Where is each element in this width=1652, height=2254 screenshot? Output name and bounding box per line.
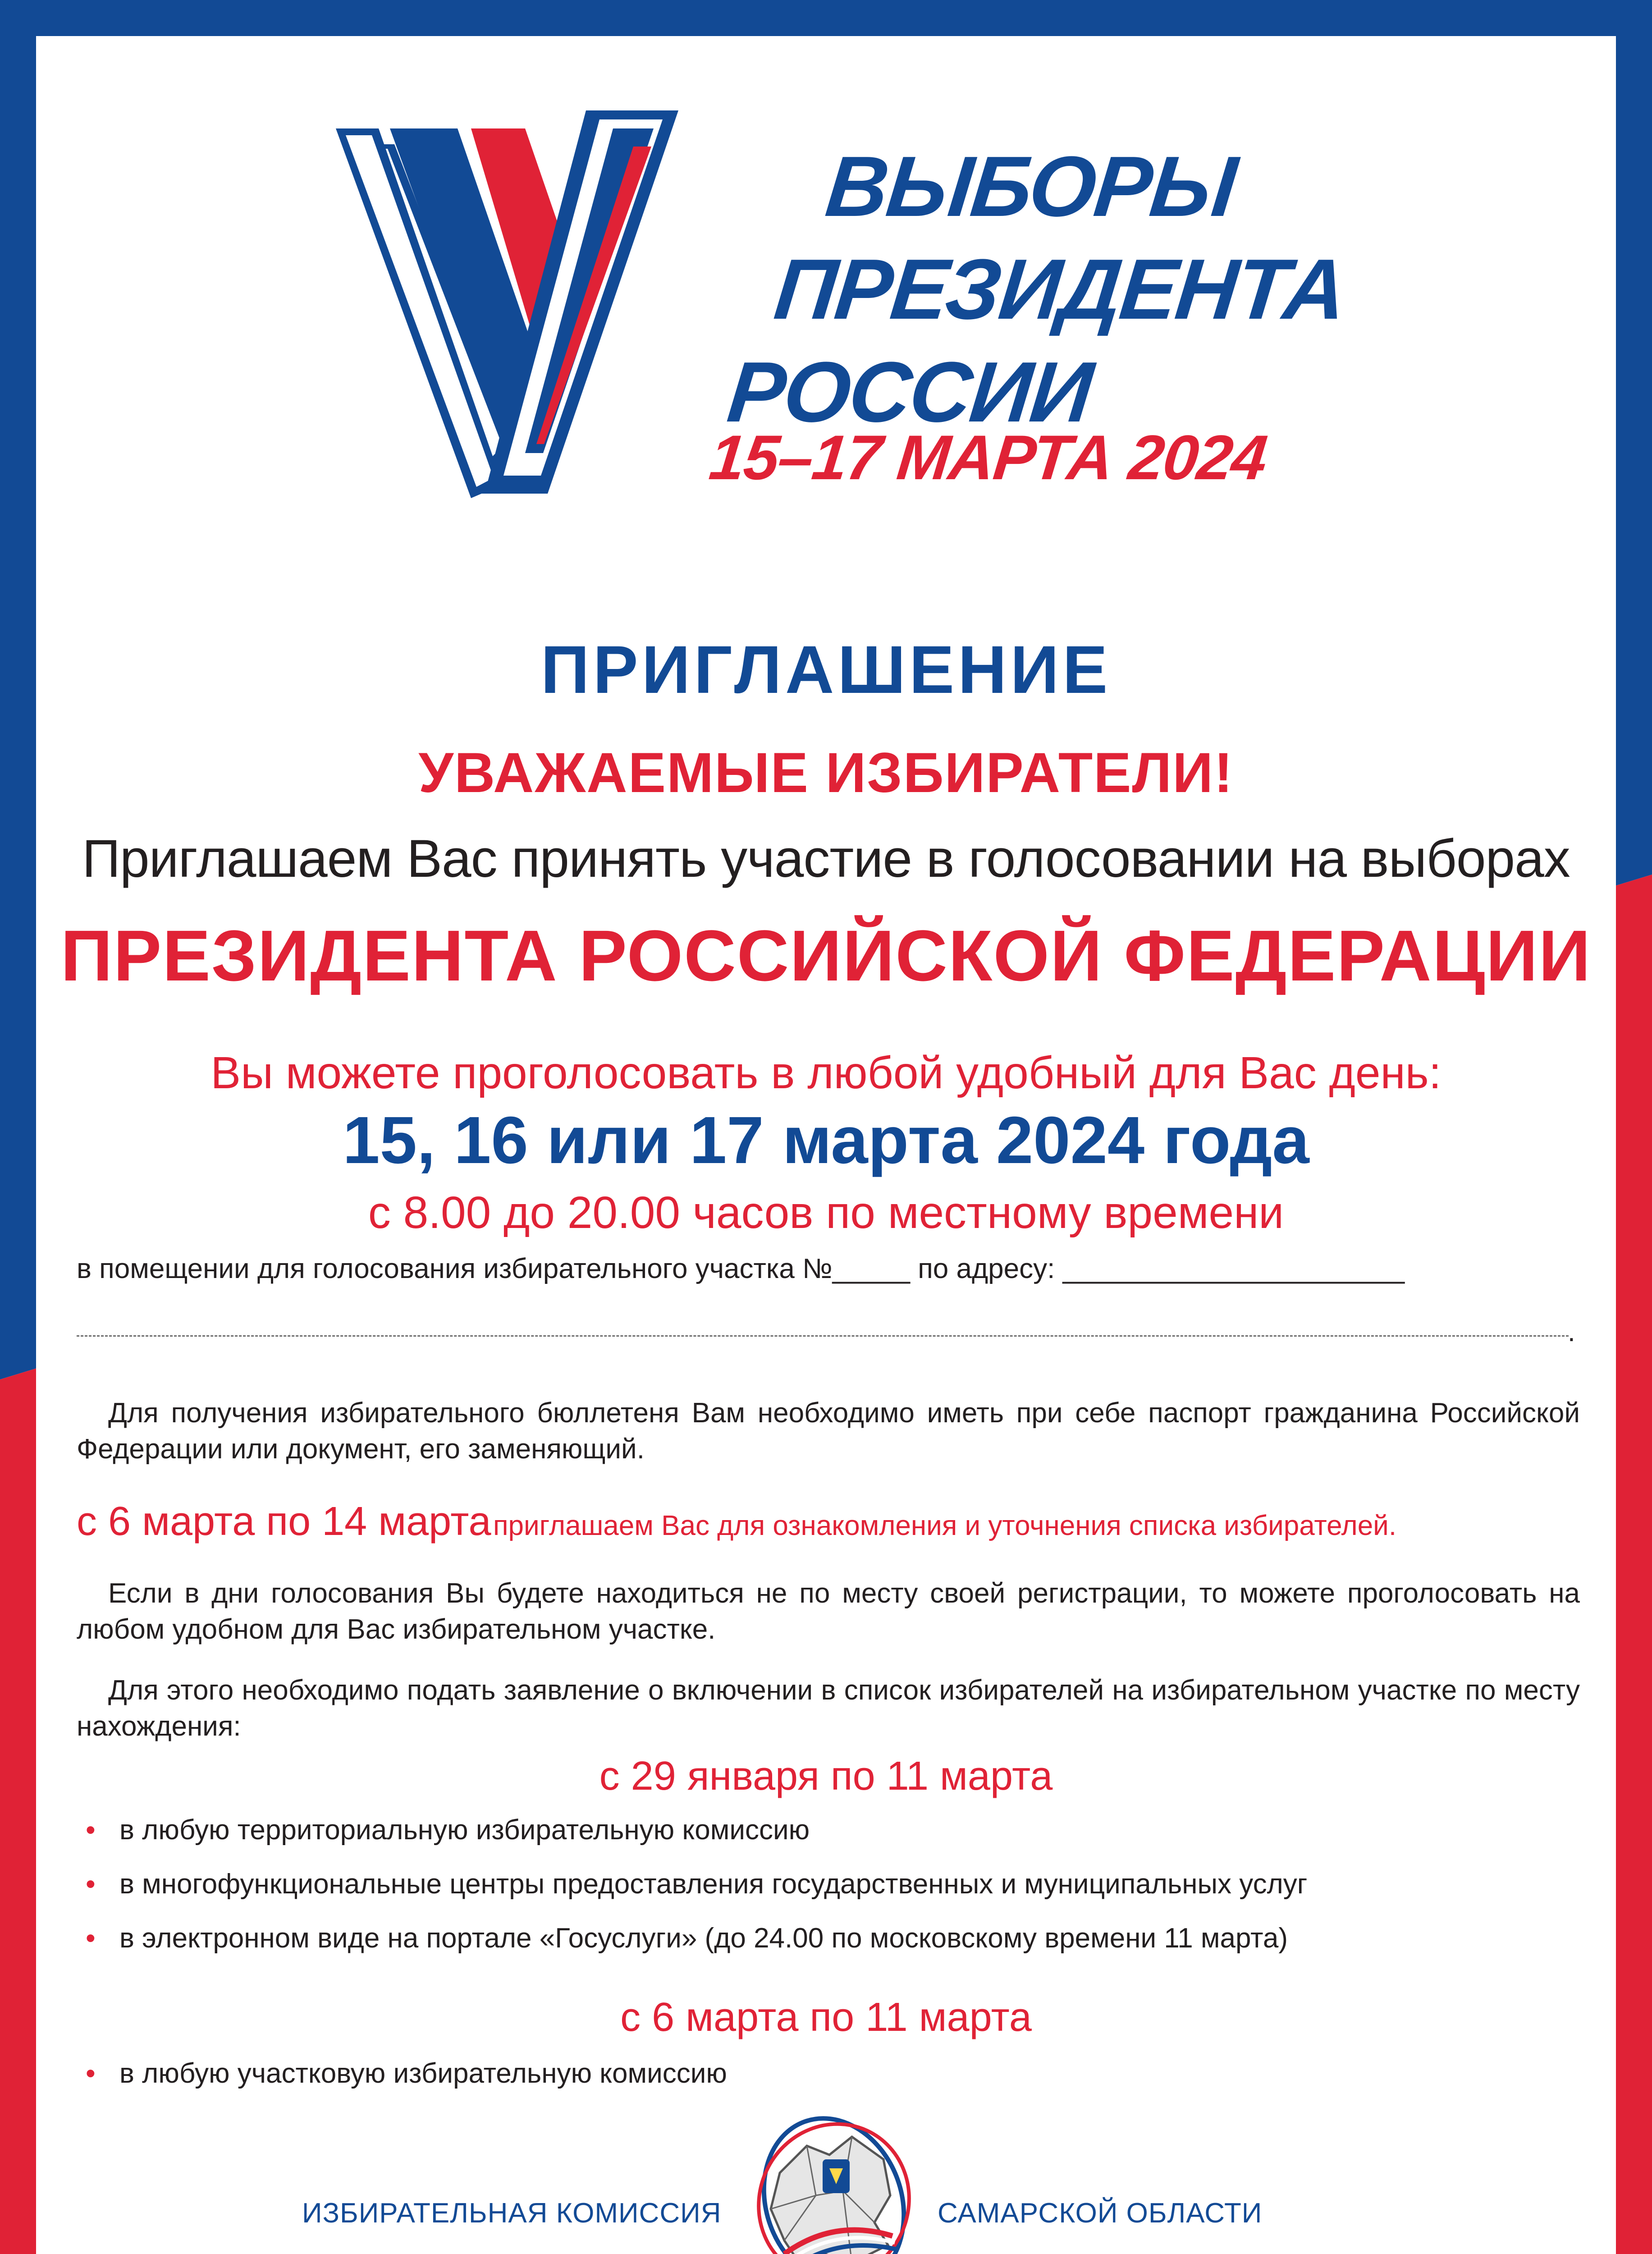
logo-title [723, 135, 1361, 444]
review-period: с 6 марта по 14 марта [77, 1499, 491, 1544]
logo-title-line-3: РОССИИ [723, 344, 1096, 440]
bullet-icon: • [86, 1814, 96, 1846]
list-item-text: в многофункциональные центры предоставления государственных и муниципальных услуг [119, 1869, 1308, 1900]
voting-dates: 15, 16 или 17 марта 2024 года [343, 1103, 1309, 1177]
apply-text: Для этого необходимо подать заявление о включении в список избирателей на избирательном участке по месту нахождения: [77, 1675, 1580, 1742]
list-item [77, 1920, 1307, 1956]
period-1-title: с 29 января по 11 марта [599, 1754, 1053, 1799]
any-day-text: Вы можете проголосовать в любой удобный для Вас день: [211, 1048, 1441, 1098]
list-item-text: в электронном виде на портале «Госуслуги» (до 24.00 по московскому времени 11 марта) [119, 1923, 1288, 1954]
logo-title-line-1: ВЫБОРЫ [821, 139, 1240, 234]
period-2-title: с 6 марта по 11 марта [620, 1995, 1032, 2040]
samara-commission-emblem [739, 2105, 929, 2254]
tricolor-check-logo [336, 110, 678, 507]
footer-region-label: САМАРСКОЙ ОБЛАСТИ [938, 2198, 1263, 2229]
invite-line: Приглашаем Вас принять участие в голосовании на выборах [82, 829, 1570, 889]
period-1-list [77, 1812, 1307, 1975]
review-text: приглашаем Вас для ознакомления и уточнения списка избирателей. [493, 1510, 1397, 1541]
bullet-icon: • [86, 2058, 96, 2089]
list-item [77, 2056, 727, 2092]
greeting: УВАЖАЕМЫЕ ИЗБИРАТЕЛИ! [418, 742, 1234, 804]
list-item [77, 1866, 1307, 1902]
review-line [77, 1497, 1396, 1551]
list-item [77, 1812, 1307, 1848]
bullet-icon: • [86, 1923, 96, 1954]
list-item-text: в любую участковую избирательную комиссию [119, 2058, 727, 2089]
address-blank-line [77, 1316, 1575, 1347]
period-2-list [77, 2056, 727, 2092]
logo-election-dates: 15–17 МАРТА 2024 [706, 422, 1270, 493]
premises-text: в помещении для голосования избирательного участка №_____ по адресу: ______________________ [77, 1253, 1405, 1284]
elsewhere-text: Если в дни голосования Вы будете находиться не по месту своей регистрации, то можете проголосовать на любом удобном для Вас избирательном участке. [77, 1578, 1580, 1645]
footer-commission-label: ИЗБИРАТЕЛЬНАЯ КОМИССИЯ [302, 2198, 722, 2229]
list-item-text: в любую территориальную избирательную комиссию [119, 1814, 810, 1846]
bullet-icon: • [86, 1869, 96, 1900]
logo-title-line-2: ПРЕЗИДЕНТА [770, 242, 1350, 337]
voting-hours: с 8.00 до 20.00 часов по местному времени [368, 1187, 1284, 1238]
address-line-end: . [1567, 1316, 1575, 1347]
address-rule [77, 1335, 1569, 1337]
invitation-heading: ПРИГЛАШЕНИЕ [540, 632, 1112, 707]
passport-text: Для получения избирательного бюллетеня Вам необходимо иметь при себе паспорт гражданина Российской Федерации или документ, его заменяющий. [77, 1397, 1580, 1465]
federation-title: ПРЕЗИДЕНТА РОССИЙСКОЙ ФЕДЕРАЦИИ [60, 915, 1592, 996]
